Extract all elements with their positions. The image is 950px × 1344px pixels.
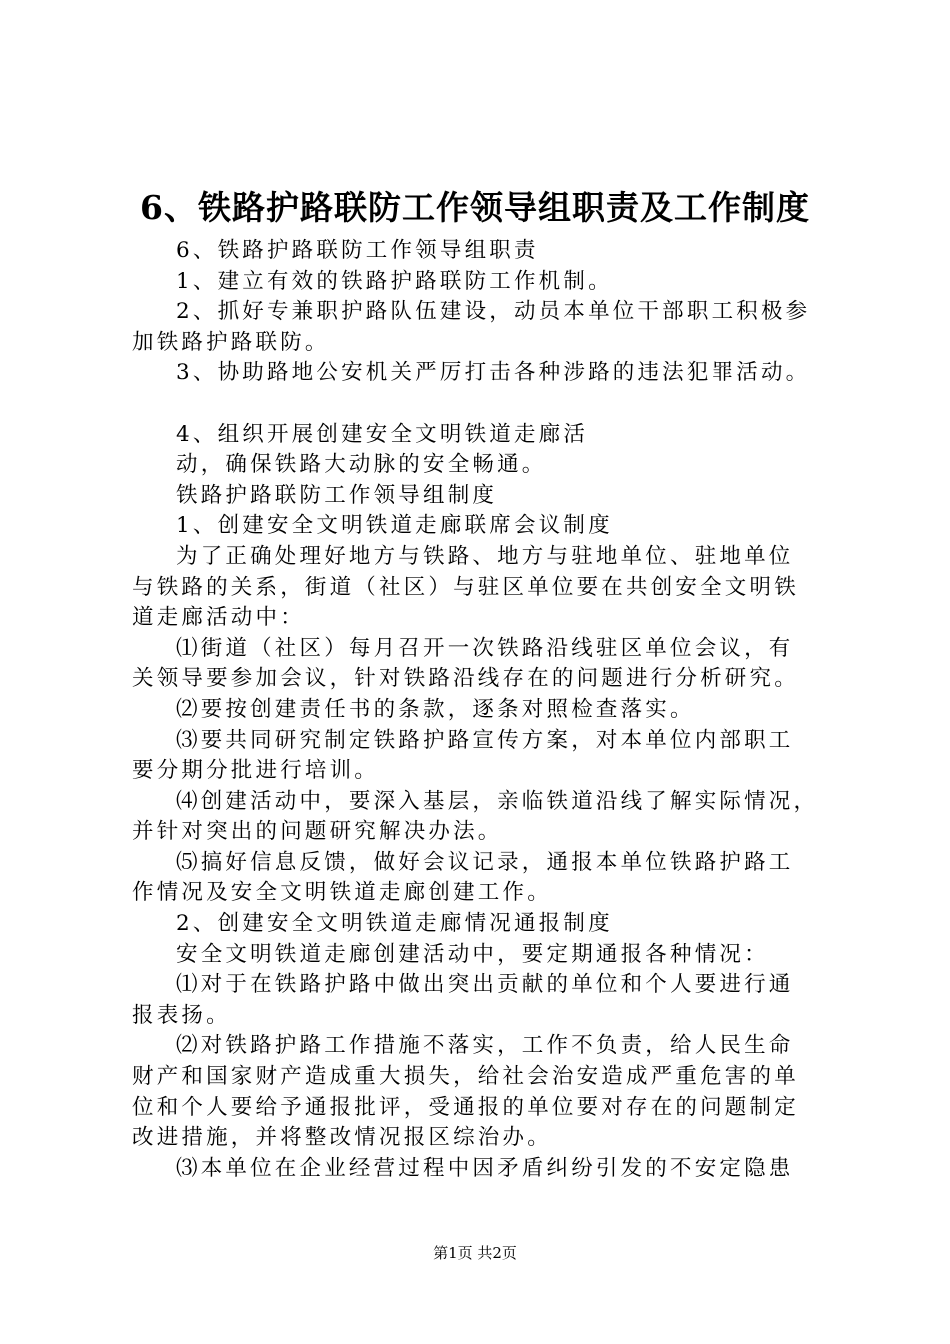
text-line: 1、创建安全文明铁道走廊联席会议制度 [176,513,613,539]
text-line: 动，确保铁路大动脉的安全畅通。 [176,452,547,478]
text-line: ⑶本单位在企业经营过程中因矛盾纠纷引发的不安定隐患 [176,1155,794,1181]
text-line: 3、协助路地公安机关严厉打击各种涉路的违法犯罪活动。 [176,360,811,386]
text-line: 加铁路护路联防。 [132,329,330,355]
blank-line [132,389,832,420]
text-line: ⑸搞好信息反馈，做好会议记录，通报本单位铁路护路工 [176,849,794,875]
text-line: 安全文明铁道走廊创建活动中，要定期通报各种情况： [176,941,769,967]
text-line: ⑶要共同研究制定铁路护路宣传方案，对本单位内部职工 [176,727,794,753]
text-line: 4、组织开展创建安全文明铁道走廊活 [176,421,589,447]
text-line: 并针对突出的问题研究解决办法。 [132,819,503,845]
text-line: 1、建立有效的铁路护路联防工作机制。 [176,268,613,294]
text-line: ⑵对铁路护路工作措施不落实，工作不负责，给人民生命 [176,1033,794,1059]
text-line: 关领导要参加会议，针对铁路沿线存在的问题进行分析研究。 [132,666,799,692]
text-line: ⑵要按创建责任书的条款，逐条对照检查落实。 [176,696,695,722]
text-line: 6、铁路护路联防工作领导组职责 [176,238,539,263]
page-footer: 第1页 共2页 [433,1244,517,1262]
text-line: 2、抓好专兼职护路队伍建设，动员本单位干部职工积极参 [176,299,811,325]
document-body [132,236,832,1184]
text-line: 要分期分批进行培训。 [132,758,380,784]
text-line: 财产和国家财产造成重大损失，给社会治安造成严重危害的单 [132,1064,799,1090]
text-line: 改进措施，并将整改情况报区综治办。 [132,1125,552,1151]
text-line: 为了正确处理好地方与铁路、地方与驻地单位、驻地单位 [176,543,794,569]
text-line: 位和个人要给予通报批评，受通报的单位要对存在的问题制定 [132,1094,799,1120]
text-line: 2、创建安全文明铁道走廊情况通报制度 [176,911,613,937]
text-line: 铁路护路联防工作领导组制度 [176,482,498,508]
text-line: 道走廊活动中： [132,605,305,631]
text-line: 与铁路的关系，街道（社区）与驻区单位要在共创安全文明铁 [132,574,799,600]
document-title: 6、铁路护路联防工作领导组职责及工作制度 [140,188,810,227]
text-line: 报表扬。 [132,1002,231,1028]
text-line: ⑴对于在铁路护路中做出突出贡献的单位和个人要进行通 [176,972,794,998]
text-line: 作情况及安全文明铁道走廊创建工作。 [132,880,552,906]
text-line: ⑷创建活动中，要深入基层，亲临铁道沿线了解实际情况， [176,788,819,814]
text-line: ⑴街道（社区）每月召开一次铁路沿线驻区单位会议，有 [176,635,794,661]
